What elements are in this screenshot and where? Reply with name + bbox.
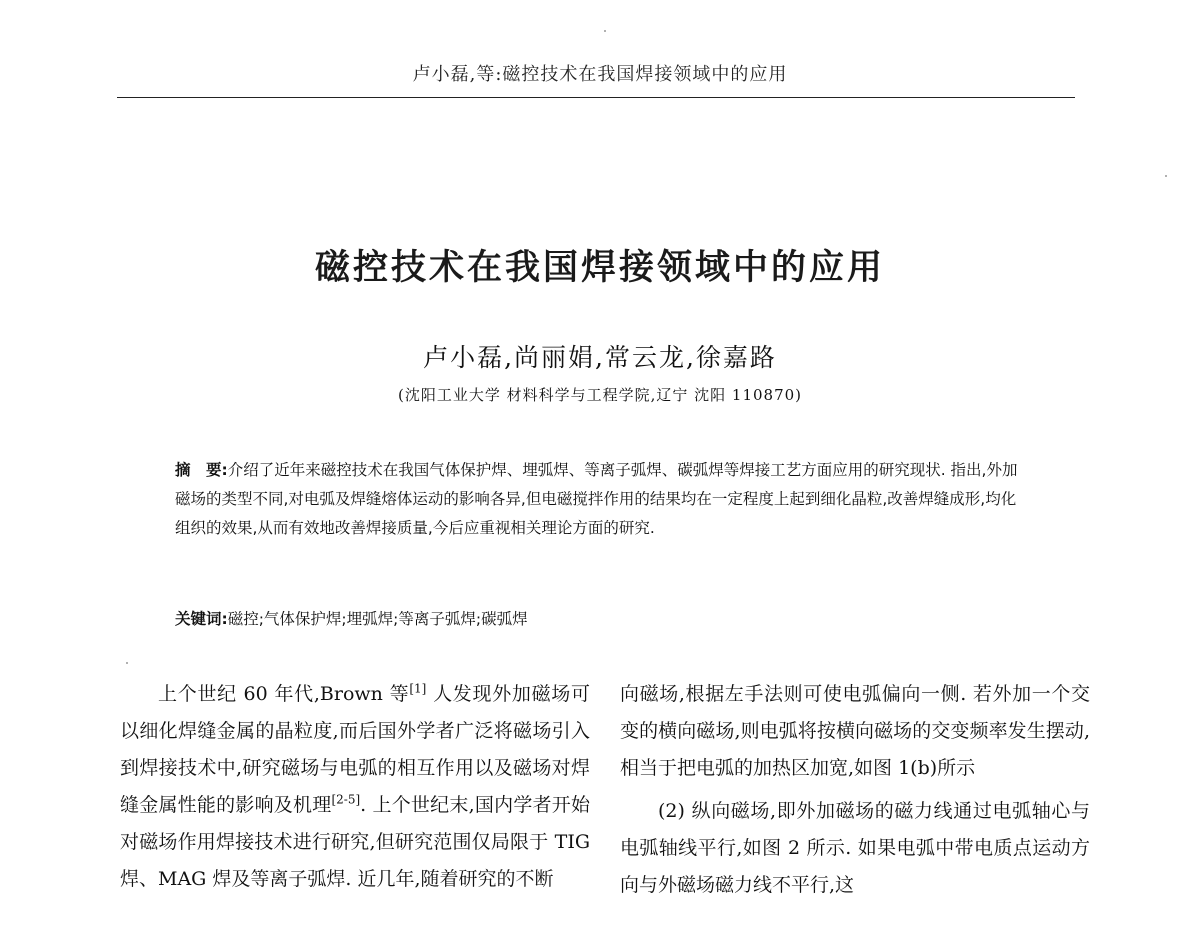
affiliation: (沈阳工业大学 材料科学与工程学院,辽宁 沈阳 110870) (397, 386, 803, 404)
body-text: . 上个世纪末,国内学者开始对磁场作用焊接技术进行研究,但研究范围仅局限于 TIG 焊、MAG 焊及等离子弧焊. 近几年,随着研究的不断 (120, 794, 590, 890)
body-paragraph: 向磁场,根据左手法则可使电弧偏向一侧. 若外加一个交变的横向磁场,则电弧将按横向磁场的交变频率发生摆动,相当于把电弧的加热区加宽,如图 1(b)所示 (620, 683, 1090, 779)
body-paragraph: (2) 纵向磁场,即外加磁场的磁力线通过电弧轴心与电弧轴线平行,如图 2 所示. 如果电弧中带电质点运动方向与外磁场磁力线不平行,这 (620, 800, 1090, 896)
abstract-label: 摘 要: (175, 461, 228, 479)
citation-ref: [2-5] (331, 792, 361, 807)
body-column-left (120, 676, 590, 898)
scan-speck (126, 662, 128, 664)
body-text: 人发现外加磁场可以细化焊缝金属的晶粒度,而后国外学者广泛将磁场引入到焊接技术中,研究磁场与电弧的相互作用以及磁场对焊缝金属性能的影响及机理 (120, 683, 590, 816)
running-header: 卢小磊,等:磁控技术在我国焊接领域中的应用 (412, 64, 788, 85)
header-rule (117, 97, 1075, 98)
abstract (175, 456, 1025, 543)
scan-speck (604, 30, 606, 32)
abstract-text: 介绍了近年来磁控技术在我国气体保护焊、埋弧焊、等离子弧焊、碳弧焊等焊接工艺方面应用的研究现状. 指出,外加磁场的类型不同,对电弧及焊缝熔体运动的影响各异,但电磁搅拌作用的结果均在一定程度上起到细化晶粒,改善焊缝成形,均化组织的效果,从而有效地改善焊接质量,今后应重视相关理论方面的研究. (175, 461, 1018, 537)
scan-speck (1165, 175, 1167, 177)
keywords (175, 605, 1025, 634)
body-column-right (620, 676, 1090, 904)
author-list: 卢小磊,尚丽娟,常云龙,徐嘉路 (423, 343, 777, 372)
citation-ref: [1] (409, 681, 427, 696)
paper-title: 磁控技术在我国焊接领域中的应用 (314, 248, 885, 288)
keywords-label: 关键词: (175, 610, 228, 628)
body-text: 上个世纪 60 年代,Brown 等 (158, 683, 410, 705)
keywords-text: 磁控;气体保护焊;埋弧焊;等离子弧焊;碳弧焊 (227, 610, 528, 628)
body-paragraph (120, 676, 590, 898)
